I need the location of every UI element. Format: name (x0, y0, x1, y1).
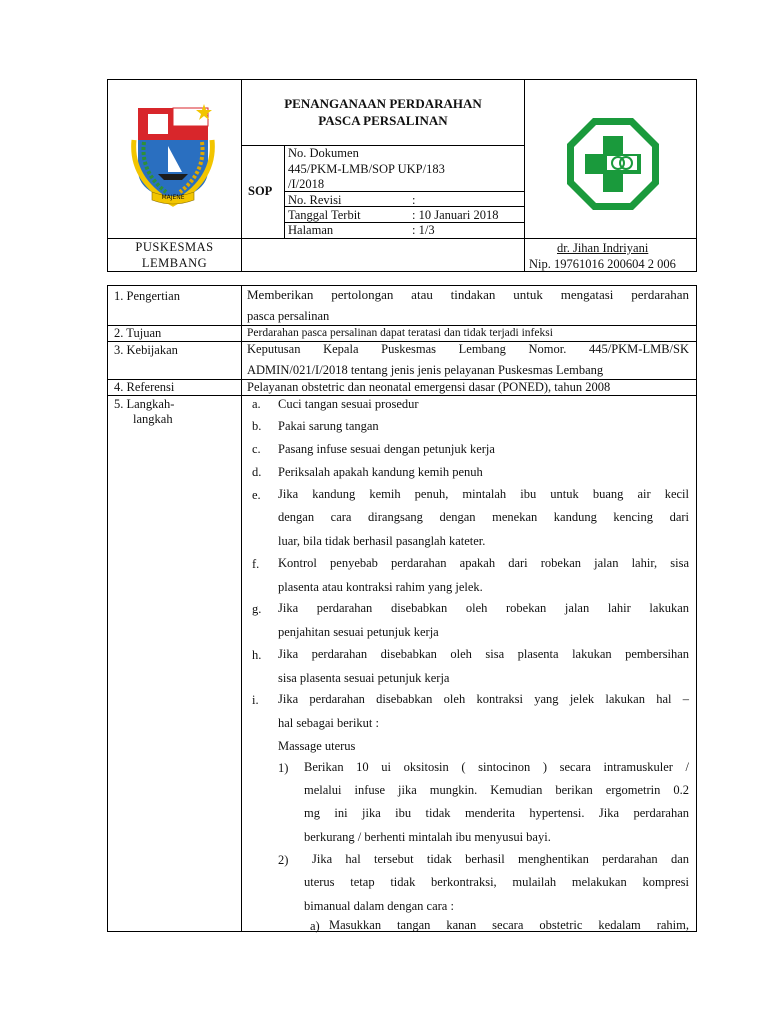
step-b-mark: b. (252, 419, 262, 433)
pengertian-text-line2: pasca persalinan (247, 309, 330, 323)
signer-nip: Nip. 19761016 200604 2 006 (529, 257, 676, 271)
step-g-line1: Jika perdarahan disebabkan oleh robekan jalan lahir lakukan (278, 601, 689, 615)
step-i-mark: i. (252, 693, 259, 707)
row-label-langkah-line2: langkah (133, 412, 173, 426)
step-e-line3: luar, bila tidak berhasil pasanglah kateter. (278, 534, 486, 548)
substep-2a-mark: a) (310, 919, 320, 933)
no-revisi-value: : (412, 193, 416, 207)
puskesmas-name-line2: LEMBANG (141, 256, 208, 270)
document-title-line2: PASCA PERSALINAN (318, 113, 448, 128)
substep-1-line4: berkurang / berhenti mintalah ibu menyusui bayi. (304, 830, 551, 844)
step-b-text: Pakai sarung tangan (278, 419, 379, 433)
tujuan-text: Perdarahan pasca persalinan dapat teratasi dan tidak terjadi infeksi (247, 327, 553, 339)
substep-2-line1: Jika hal tersebut tidak berhasil menghentikan perdarahan dan (312, 852, 689, 866)
step-h-mark: h. (252, 648, 262, 662)
halaman-value: : 1/3 (412, 223, 435, 237)
row-label-langkah-line1: 5. Langkah- (114, 397, 175, 411)
step-f-line2: plasenta atau kontraksi rahim yang jelek. (278, 580, 483, 594)
step-f-line1: Kontrol penyebab perdarahan apakah dari robekan jalan lahir, sisa (278, 556, 689, 570)
step-c-mark: c. (252, 442, 261, 456)
signer-name: dr. Jihan Indriyani (557, 241, 649, 255)
massage-uterus-heading: Massage uterus (278, 739, 356, 753)
substep-2-line2: uterus tetap tidak berkontraksi, mulailah melakukan kompresi (304, 875, 689, 889)
pengertian-text-line1: Memberikan pertolongan atau tindakan untuk mengatasi perdarahan (247, 287, 689, 302)
substep-1-mark: 1) (278, 761, 289, 775)
substep-2-mark: 2) (278, 853, 289, 867)
substep-1-line3: mg ini jika ibu tidak menderita hypertensi. Jika perdarahan (304, 806, 689, 820)
row-label-referensi: 4. Referensi (114, 380, 175, 394)
step-e-line1: Jika kandung kemih penuh, mintalah ibu untuk buang air kecil (278, 487, 689, 501)
step-e-mark: e. (252, 488, 261, 502)
row-label-tujuan: 2. Tujuan (114, 326, 162, 340)
step-d-text: Periksalah apakah kandung kemih penuh (278, 465, 483, 479)
step-h-line1: Jika perdarahan disebabkan oleh sisa plasenta lakukan pembersihan (278, 647, 689, 661)
step-c-text: Pasang infuse sesuai dengan petunjuk kerja (278, 442, 495, 456)
step-g-line2: penjahitan sesuai petunjuk kerja (278, 625, 439, 639)
crest-banner-text: MAJENE (161, 194, 185, 201)
referensi-text: Pelayanan obstetric dan neonatal emergensi dasar (PONED), tahun 2008 (247, 380, 611, 394)
document-title-line1: PENANGANAAN PERDARAHAN (284, 96, 482, 111)
step-d-mark: d. (252, 465, 262, 479)
step-i-line1: Jika perdarahan disebabkan oleh kontraksi yang jelek lakukan hal – (278, 692, 689, 706)
tanggal-terbit-label: Tanggal Terbit (288, 208, 361, 222)
no-revisi-label: No. Revisi (288, 193, 342, 207)
step-h-line2: sisa plasenta sesuai petunjuk kerja (278, 671, 450, 685)
puskesmas-logo (565, 116, 661, 212)
step-a-mark: a. (252, 397, 261, 411)
halaman-label: Halaman (288, 223, 334, 237)
puskesmas-name-line1: PUSKESMAS (135, 240, 214, 254)
substep-2a-line1: Masukkan tangan kanan secara obstetric kedalam rahim, (329, 918, 689, 932)
no-dokumen-label: No. Dokumen (288, 146, 359, 160)
step-i-line2: hal sebagai berikut : (278, 716, 380, 730)
kebijakan-text-line1: Keputusan Kepala Puskesmas Lembang Nomor. 445/PKM-LMB/SK (247, 342, 689, 356)
row-label-kebijakan: 3. Kebijakan (114, 343, 178, 357)
substep-2-line3: bimanual dalam dengan cara : (304, 899, 454, 913)
no-dokumen-value-line2: /I/2018 (288, 177, 325, 191)
row-label-pengertian: 1. Pengertian (114, 289, 180, 303)
kebijakan-text-line2: ADMIN/021/I/2018 tentang jenis jenis pelayanan Puskesmas Lembang (247, 363, 604, 377)
substep-1-line2: melalui infuse jika mungkin. Kemudian berikan ergometrin 0.2 (304, 783, 689, 797)
step-e-line2: dengan cara dirangsang dengan menekan kandung kencing dari (278, 510, 689, 524)
no-dokumen-value-line1: 445/PKM-LMB/SOP UKP/183 (288, 162, 445, 176)
step-f-mark: f. (252, 557, 260, 571)
step-a-text: Cuci tangan sesuai prosedur (278, 397, 419, 411)
sop-label: SOP (248, 184, 273, 198)
substep-1-line1: Berikan 10 ui oksitosin ( sintocinon ) secara intramuskuler / (304, 760, 689, 774)
tanggal-terbit-value: : 10 Januari 2018 (412, 208, 499, 222)
step-g-mark: g. (252, 602, 262, 616)
